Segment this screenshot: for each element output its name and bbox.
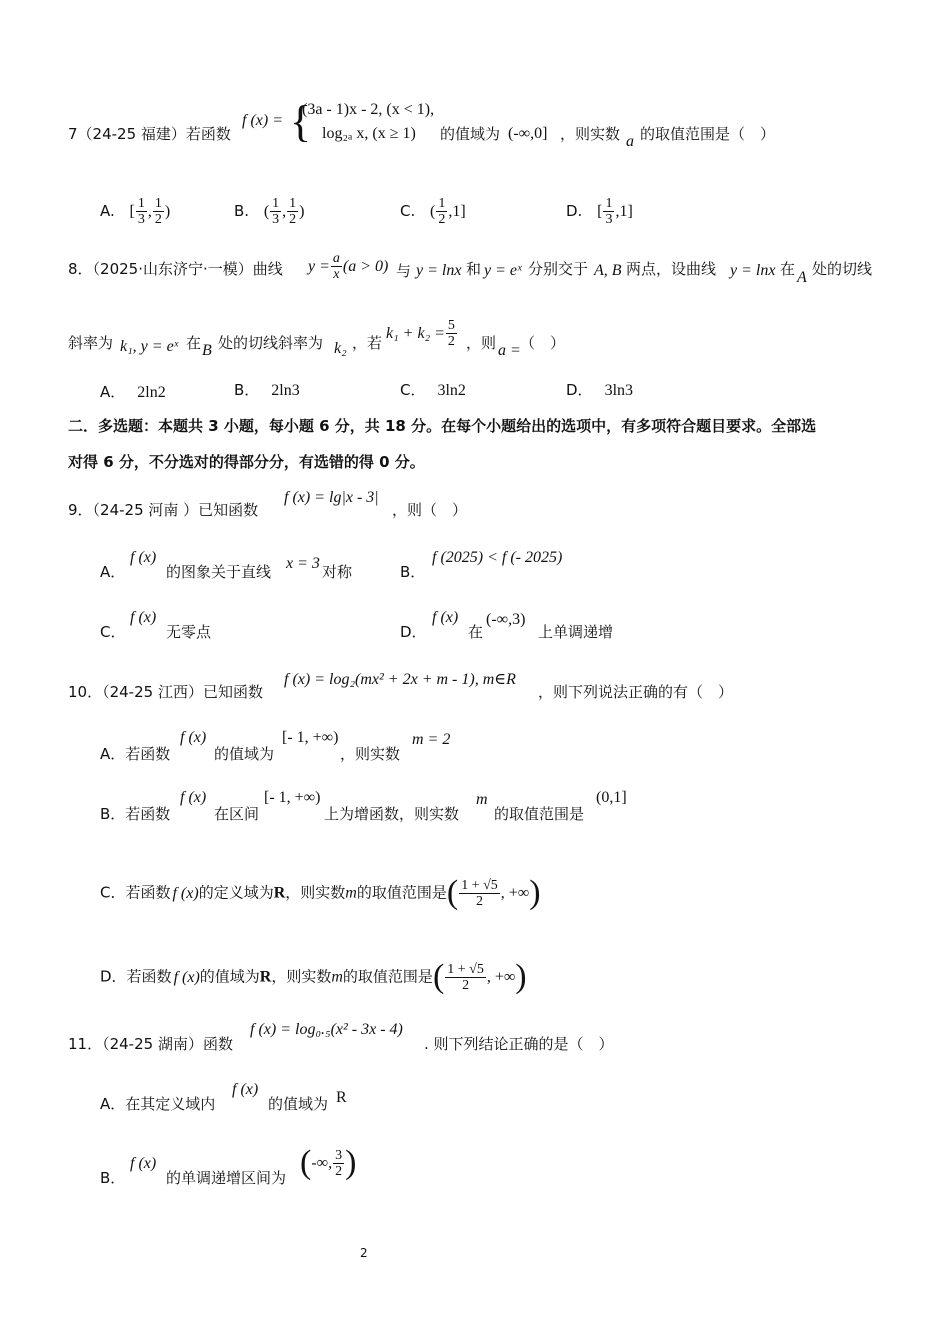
page-number: 2 [360,1246,368,1260]
q8-aeq: a = [498,342,521,359]
q10-b-m: m [476,791,488,808]
q11-option-a[interactable]: A．在其定义域内 [100,1095,216,1113]
q10-option-d[interactable]: D．若函数 f (x)的值域为R，则实数m的取值范围是( $\frac{1 + √5}{2}$ , +∞) [100,958,527,995]
q8-l2f: （ ） [520,334,566,352]
q9-option-d[interactable]: D． [400,623,427,641]
q8-option-a[interactable]: A． 2ln2 [100,383,166,401]
q9-c-f: f (x) [130,609,157,626]
q10-a-eq: m = 2 [412,731,451,748]
q8-option-d[interactable]: D． 3ln3 [566,381,634,399]
q8-t5: 在 [780,260,796,278]
q9-a-eq: x = 3 [286,555,320,572]
q8-pt-a: A [797,269,807,286]
q9-option-a[interactable]: A． [100,563,126,581]
q7-var: a [626,133,634,150]
q11-option-b[interactable]: B． [100,1169,126,1187]
q9-option-b[interactable]: B． [400,563,426,581]
q9-a-t1: 的图象关于直线 [166,563,272,581]
q11-b-interval: (-∞, $\frac{3}{2}$ ) [300,1144,357,1181]
q10-a-t2: ，则实数 [340,745,401,763]
q7-option-b[interactable]: B. ( $\frac{1}{3}$ , $\frac{1}{2}$ ) [234,196,305,227]
q10-option-b[interactable]: B．若函数 [100,805,171,823]
q10-option-c[interactable]: C．若函数 f (x)的定义域为R，则实数m的取值范围是( $\frac{1 + √5}{2}$ , +∞) [100,874,541,911]
q7-option-c[interactable]: C. ( $\frac{1}{2}$ ,1] [400,196,466,227]
q8-t2: 和 [466,260,482,278]
q7-brace: { [290,97,312,146]
q8-f2: y = eˣ [484,262,522,279]
q10-func: f (x) = log₂(mx² + 2x + m - 1), m∈R [284,671,516,688]
q10-b-int: [- 1, +∞) [264,789,321,806]
q10-b-int2: (0,1] [596,789,627,806]
q8-k2: k₂ [334,340,347,357]
q9-d-t2: 上单调递增 [538,623,614,641]
q8-l2d: ，若 [352,334,383,352]
q9-b-expr: f (2025) < f (- 2025) [432,549,563,566]
q8-ksum: k₁ + k₂ = $\frac{5}{2}$ [386,318,455,349]
q11-func: f (x) = log₀.₅(x² - 3x - 4) [250,1021,403,1038]
q8-l2e: ，则 [466,334,497,352]
q8-prefix: 8．（2025·山东济宁·一模）曲线 [68,260,283,278]
q10-b-t1: 在区间 [214,805,260,823]
q8-l2b: 在 [186,334,202,352]
q8-t1: 与 [396,262,412,280]
q9-a-t2: 对称 [322,563,353,581]
q11-b-f: f (x) [130,1155,157,1172]
q11-a-r: R [336,1089,347,1106]
q7-suffix: ，则实数 [560,125,621,143]
q11-a-f: f (x) [232,1081,259,1098]
q8-l2a: 斜率为 [68,334,114,352]
q7-prefix: 7（24-25 福建）若函数 [68,125,231,143]
q9-a-f: f (x) [130,549,157,566]
q10-b-t2: 上为增函数，则实数 [324,805,460,823]
q11-b-t: 的单调递增区间为 [166,1169,287,1187]
q9-suffix: ，则（ ） [392,501,468,519]
q8-option-c[interactable]: C． 3ln2 [400,381,466,399]
q7-func-lhs: f (x) = [242,112,283,129]
q8-l2c: 处的切线斜率为 [218,334,324,352]
q8-t4: 两点，设曲线 [626,260,717,278]
q9-func: f (x) = lg|x - 3| [284,489,379,506]
q11-a-t: 的值域为 [268,1095,329,1113]
q7-option-a[interactable]: A. [ $\frac{1}{3}$ , $\frac{1}{2}$ ) [100,196,171,227]
q8-t3: 分别交于 [528,260,589,278]
q8-curve: y = $\frac{a}{x}$ (a > 0) [308,251,389,282]
q7-middle: 的值域为 [440,125,501,143]
q8-f3: y = lnx [730,262,776,279]
q10-b-t3: 的取值范围是 [494,805,585,823]
q10-option-a[interactable]: A．若函数 [100,745,171,763]
q8-f1: y = lnx [416,262,462,279]
q10-b-f: f (x) [180,789,207,806]
q11-suffix: . 则下列结论正确的是（ ） [424,1035,614,1053]
q8-pts: A, B [594,262,622,279]
q10-a-int: [- 1, +∞) [282,729,339,746]
section2-line1: 二．多选题：本题共 3 小题，每小题 6 分，共 18 分。在每个小题给出的选项中，有多项符合题目要求。全部选 [68,417,817,435]
q9-option-c[interactable]: C． [100,623,126,641]
q9-d-f: f (x) [432,609,459,626]
q7-option-d[interactable]: D. [ $\frac{1}{3}$ ,1] [566,196,633,227]
q8-pt-b: B [202,342,212,359]
q10-a-f: f (x) [180,729,207,746]
q10-prefix: 10．（24-25 江西）已知函数 [68,683,263,701]
q9-prefix: 9．（24-25 河南 ）已知函数 [68,501,259,519]
q7-tail: 的取值范围是（ ） [640,125,776,143]
q8-option-b[interactable]: B． 2ln3 [234,381,300,399]
q7-piece2: log₂ₐ x, (x ≥ 1) [322,125,416,142]
q9-d-t1: 在 [468,623,484,641]
q9-c-t: 无零点 [166,623,212,641]
section2-line2: 对得 6 分，不分选对的得部分分，有选错的得 0 分。 [68,453,425,471]
q7-piece1: (3a - 1)x - 2, (x < 1), [302,101,435,118]
q10-a-t1: 的值域为 [214,745,275,763]
q8-t6: 处的切线 [812,260,873,278]
q9-d-int: (-∞,3) [486,611,526,628]
q10-suffix: ，则下列说法正确的有（ ） [538,683,734,701]
q8-k1: k₁, y = eˣ [120,338,179,355]
q11-prefix: 11．（24-25 湖南）函数 [68,1035,233,1053]
q7-range: (-∞,0] [508,125,548,142]
